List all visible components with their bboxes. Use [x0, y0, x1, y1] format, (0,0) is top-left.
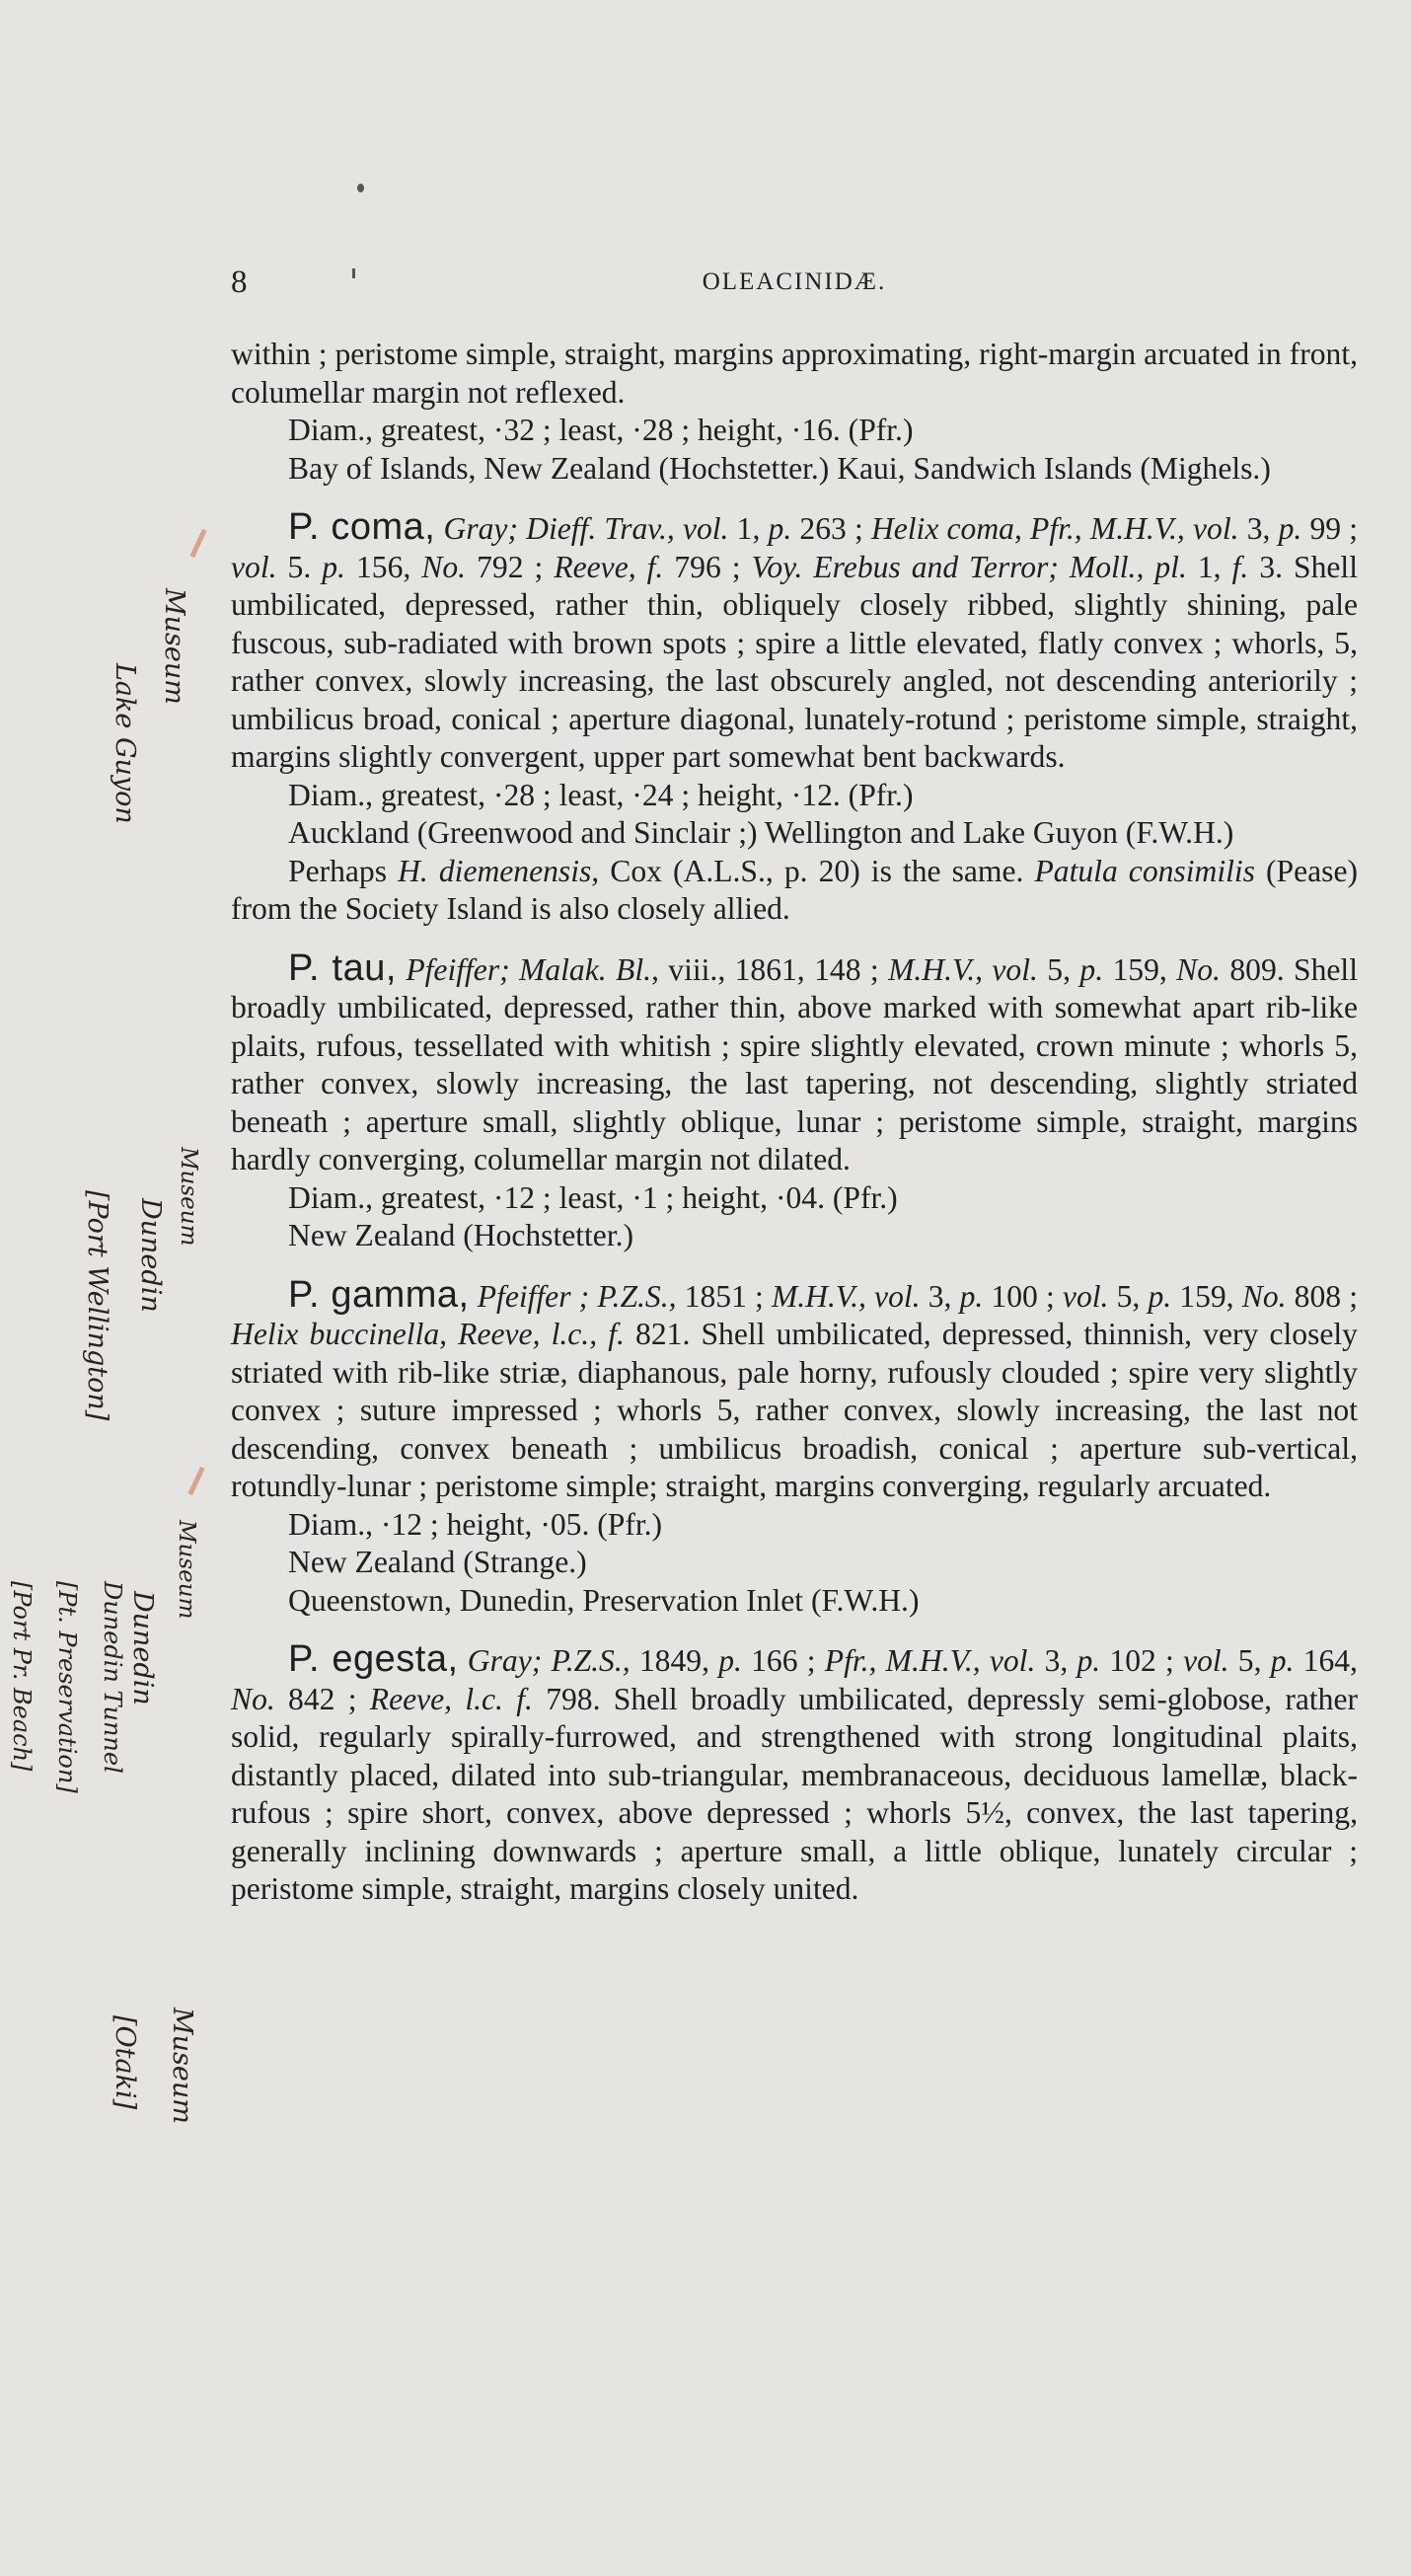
margin-annotation: Museum	[174, 1520, 199, 1620]
paper-speck	[357, 184, 364, 192]
species-name: P. tau,	[288, 947, 397, 989]
species-name: P. coma,	[288, 506, 436, 548]
species-entry-coma: P. coma, Gray; Dieff. Trav., vol. 1, p. 263 ; Helix coma, Pfr., M.H.V., vol. 3, p. 99 ; vol. 5. p. 156, No. 792 ; Reeve, f. 796 ; Voy. Erebus and Terror; Moll., pl. 1, f. 3. Shell umbilicated, depressed, rather thin, obliquely closely ribbed, slightly shining, pale fuscous, sub-radiated with brown spots ; spire a little elevated, flatly convex ; whorls, 5, rather convex, slowly increasing, the last obscurely angled, not descending anteriorily ; umbilicus broad, conical ; aperture diagonal, lunately-rotund ; peristome simple, straight, margins slightly convergent, upper part somewhat bent backwards.	[231, 506, 1359, 774]
description: 3. Shell umbilicated, depressed, rather thin, obliquely closely ribbed, slightly shining, pale fuscous, sub-radiated with brown spots ; spire a little elevated, flatly convex ; whorls, 5, rather convex, slowly increasing, the last obscurely angled, not descending anteriorily ; umbilicus broad, conical ; aperture diagonal, lunately-rotund ; peristome simple, straight, margins slightly convergent, upper part somewhat bent backwards.	[231, 549, 1358, 774]
red-pencil-mark	[189, 529, 217, 563]
margin-annotation: Lake Guyon	[110, 663, 140, 824]
gamma-locality: New Zealand (Strange.)	[288, 1545, 587, 1579]
page-body	[231, 336, 1358, 1909]
margin-annotation: [Otaki]	[110, 2015, 140, 2110]
tau-locality: New Zealand (Hochstetter.)	[288, 1218, 634, 1252]
margin-annotation: Dunedin	[135, 1198, 166, 1313]
margin-annotation: Dunedin Tunnel	[99, 1581, 126, 1774]
intro-dimensions: Diam., greatest, ·32 ; least, ·28 ; height, ·16. (Pfr.)	[288, 413, 914, 447]
margin-annotation: Museum	[159, 588, 189, 705]
margin-annotation: Museum	[176, 1147, 201, 1247]
margin-annotation: Dunedin	[127, 1591, 158, 1705]
species-entry-tau: P. tau, Pfeiffer; Malak. Bl., viii., 1861, 148 ; M.H.V., vol. 5, p. 159, No. 809. Shell broadly umbilicated, depressed, rather thin, above marked with somewhat apart rib-like plaits, rufous, tessellated with whitish ; spire slightly elevated, crown minute ; whorls 5, rather convex, slowly increasing, the last tapering, not descending, slightly striated beneath ; aperture small, slightly oblique, lunar ; peristome simple, straight, margins hardly converging, columellar margin not dilated.	[231, 947, 1358, 1176]
species-name: P. egesta,	[288, 1638, 459, 1680]
description: 809. Shell broadly umbilicated, depressed, rather thin, above marked with somewhat apart rib-like plaits, rufous, tessellated with whitish ; spire slightly elevated, crown minute ; whorls 5, rather convex, slowly increasing, the last tapering, not descending, slightly striated beneath ; aperture small, slightly oblique, lunar ; peristome simple, straight, margins hardly converging, columellar margin not dilated.	[231, 951, 1358, 1176]
tau-dimensions: Diam., greatest, ·12 ; least, ·1 ; height, ·04. (Pfr.)	[288, 1179, 898, 1215]
citation: Gray; Dieff. Trav., vol.	[443, 511, 729, 546]
citation: Pfeiffer; Malak. Bl.,	[406, 951, 659, 987]
page-number: 8	[231, 265, 248, 300]
coma-remark: Perhaps H. diemenensis, Cox (A.L.S., p. 20) is the same. Patula consimilis (Pease) from the Society Island is also closely allied.	[231, 853, 1358, 926]
intro-locality: Bay of Islands, New Zealand (Hochstetter.) Kaui, Sandwich Islands (Mighels.)	[288, 450, 1271, 486]
coma-locality: Auckland (Greenwood and Sinclair ;) Wellington and Lake Guyon (F.W.H.)	[288, 815, 1234, 850]
gamma-locality: Queenstown, Dunedin, Preservation Inlet (F.W.H.)	[288, 1582, 920, 1618]
species-name: P. gamma,	[288, 1273, 470, 1316]
coma-dimensions: Diam., greatest, ·28 ; least, ·24 ; height, ·12. (Pfr.)	[288, 777, 914, 812]
gamma-dimensions: Diam., ·12 ; height, ·05. (Pfr.)	[288, 1506, 663, 1542]
margin-annotation: [Pt. Preservation]	[53, 1581, 81, 1793]
intro-description: within ; peristome simple, straight, margins approximating, right-margin arcuated in front, columellar margin not reflexed.	[231, 337, 1358, 410]
species-entry-gamma: P. gamma, Pfeiffer ; P.Z.S., 1851 ; M.H.V., vol. 3, p. 100 ; vol. 5, p. 159, No. 808 ; Helix buccinella, Reeve, l.c., f. 821. Shell umbilicated, depressed, thinnish, very closely striated with rib-like striæ, diaphanous, pale horny, rufously clouded ; spire very slightly convex ; suture impressed ; whorls 5, rather convex, slowly increasing, the last not descending, convex beneath ; umbilicus broadish, conical ; aperture sub-vertical, rotundly-lunar ; peristome simple; straight, margins converging, regularly arcuated.	[231, 1273, 1359, 1503]
description: 798. Shell broadly umbilicated, depressly semi-globose, rather solid, regularly spirally-furrowed, and strengthened with strong longitudinal plaits, distantly placed, dilated into sub-triangular, membranaceous, deciduous lamellæ, black-rufous ; spire short, convex, above depressed ; whorls 5½, convex, the last tapering, generally inclining downwards ; aperture small, a little oblique, lunately circular ; peristome simple, straight, margins closely united.	[231, 1681, 1359, 1906]
red-pencil-mark	[187, 1467, 215, 1500]
citation: Pfeiffer ; P.Z.S.,	[477, 1278, 677, 1314]
citation: Gray; P.Z.S.,	[467, 1643, 631, 1678]
running-head: OLEACINIDÆ.	[702, 268, 887, 295]
margin-annotation: [Port Pr. Beach]	[8, 1581, 36, 1772]
description: 821. Shell umbilicated, depressed, thinnish, very closely striated with rib-like striæ, diaphanous, pale horny, rufously clouded ; spire very slightly convex ; suture impressed ; whorls 5, rather convex, slowly increasing, the last not descending, convex beneath ; umbilicus broadish, conical ; aperture sub-vertical, rotundly-lunar ; peristome simple; straight, margins converging, regularly arcuated.	[231, 1317, 1358, 1503]
page-header	[231, 265, 1358, 304]
margin-annotation: Museum	[167, 2008, 197, 2124]
margin-annotation: [Port Wellington]	[82, 1190, 112, 1421]
species-entry-egesta: P. egesta, Gray; P.Z.S., 1849, p. 166 ; Pfr., M.H.V., vol. 3, p. 102 ; vol. 5, p. 164, No. 842 ; Reeve, l.c. f. 798. Shell broadly umbilicated, depressly semi-globose, rather solid, regularly spirally-furrowed, and strengthened with strong longitudinal plaits, distantly placed, dilated into sub-triangular, membranaceous, deciduous lamellæ, black-rufous ; spire short, convex, above depressed ; whorls 5½, convex, the last tapering, generally inclining downwards ; aperture small, a little oblique, lunately circular ; peristome simple, straight, margins closely united.	[231, 1638, 1359, 1906]
